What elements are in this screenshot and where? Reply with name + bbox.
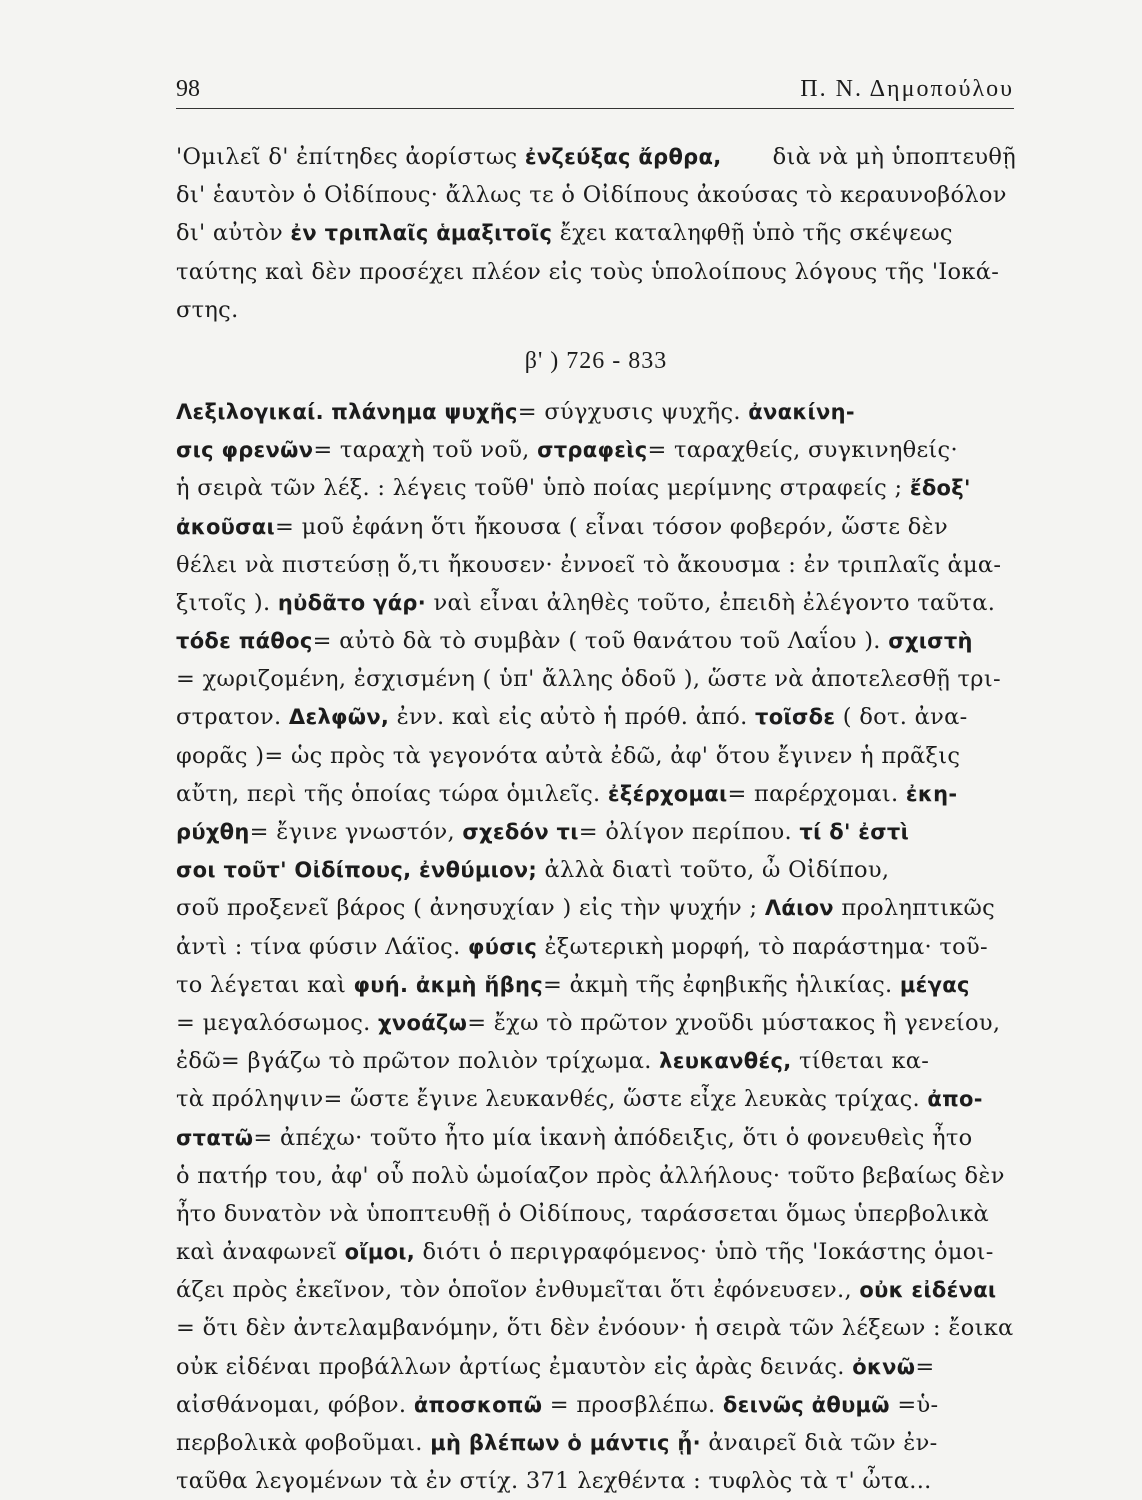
text-line: αὔτη, περὶ τῆς ὁποίας τώρα ὁμιλεῖς. ἐξέρχομαι= παρέρχομαι. ἐκη- xyxy=(176,780,958,807)
text-line: ἀκοῦσαι= μοῦ ἐφάνη ὅτι ἤκουσα ( εἶναι τόσον φοβερόν, ὥστε δὲν xyxy=(176,513,948,540)
text-line: = μεγαλόσωμος. χνοάζω= ἔχω τὸ πρῶτον χνοῦδι μύστακος ἢ γενείου, xyxy=(176,1009,1001,1036)
text-line: οὐκ εἰδέναι προβάλλων ἀρτίως ἐμαυτὸν εἰς ἀρὰς δεινάς. ὀκνῶ= xyxy=(176,1353,935,1380)
text-line: ταύτης καὶ δὲν προσέχει πλέον εἰς τοὺς ὑπολοίπους λόγους τῆς 'Ιοκά- xyxy=(176,258,1000,285)
text-line: ρύχθη= ἔγινε γνωστόν, σχεδόν τι= ὀλίγον περίπου. τί δ' ἐστὶ xyxy=(176,819,910,845)
text-line: τὰ πρόληψιν= ὥστε ἔγινε λευκανθές, ὥστε εἶχε λευκὰς τρίχας. ἀπο- xyxy=(176,1086,983,1113)
page-header xyxy=(176,72,1014,109)
page-number: 98 xyxy=(176,76,200,102)
text-line: φορᾶς )= ὡς πρὸς τὰ γεγονότα αὐτὰ ἐδῶ, ἀφ' ὅτου ἔγινεν ἡ πρᾶξις xyxy=(176,742,961,769)
text-line: ὁ πατήρ του, ἀφ' οὗ πολὺ ὡμοίαζον πρὸς ἀλλήλους· τοῦτο βεβαίως δὲν xyxy=(176,1162,1005,1189)
text-line: σοι τοῦτ' Οἰδίπους, ἐνθύμιον; ἀλλὰ διατὶ τοῦτο, ὦ Οἰδίπου, xyxy=(176,857,890,884)
text-line: σοῦ προξενεῖ βάρος ( ἀνησυχίαν ) εἰς τὴν ψυχήν ; Λάιον προληπτικῶς xyxy=(176,895,996,922)
text-line: άζει πρὸς ἐκεῖνον, τὸν ὁποῖον ἐνθυμεῖται ὅτι ἐφόνευσεν., οὐκ εἰδέναι xyxy=(176,1277,997,1304)
text-line: δι' ἑαυτὸν ὁ Οἰδίπους· ἄλλως τε ὁ Οἰδίπους ἀκούσας τὸ κεραυνοβόλον xyxy=(176,182,1007,209)
text-line: καὶ ἀναφωνεῖ οἴμοι, διότι ὁ περιγραφόμενος· ὑπὸ τῆς 'Ιοκάστης ὁμοι- xyxy=(176,1239,994,1266)
text-line: περβολικὰ φοβοῦμαι. μὴ βλέπων ὁ μάντις ᾖ· ἀναιρεῖ διὰ τῶν ἐν- xyxy=(176,1430,938,1456)
text-line: ταῦθα λεγομένων τὰ ἐν στίχ. 371 λεχθέντα : τυφλὸς τὰ τ' ὦτα... xyxy=(176,1468,932,1495)
text-line: στατῶ= ἀπέχω· τοῦτο ἦτο μία ἱκανὴ ἀπόδειξις, ὅτι ὁ φονευθεὶς ἦτο xyxy=(176,1124,973,1151)
text-line: = χωριζομένη, ἐσχισμένη ( ὑπ' ἄλλης ὁδοῦ ), ὥστε νὰ ἀποτελεσθῇ τρι- xyxy=(176,666,1001,693)
section-title: β' ) 726 - 833 xyxy=(524,347,668,374)
text-line: Λεξιλογικαί. πλάνημα ψυχῆς= σύγχυσις ψυχῆς. ἀνακίνη- xyxy=(176,398,855,425)
text-line: ξιτοῖς ). ηὐδᾶτο γάρ· ναὶ εἶναι ἀληθὲς τοῦτο, ἐπειδὴ ἐλέγοντο ταῦτα. xyxy=(176,589,996,616)
running-head: Π. Ν. Δημοπούλου xyxy=(800,76,1014,102)
text-line: αἰσθάνομαι, φόβον. ἀποσκοπῶ = προσβλέπω. δεινῶς ἀθυμῶ =ὑ- xyxy=(176,1391,939,1418)
text-line: στης. xyxy=(176,296,239,323)
text-line: σις φρενῶν= ταραχὴ τοῦ νοῦ, στραφεὶς= ταραχθείς, συγκινηθείς· xyxy=(176,437,958,464)
text-line: ἀντὶ : τίνα φύσιν Λάϊος. φύσις ἐξωτερικὴ μορφή, τὸ παράστημα· τοῦ- xyxy=(176,933,988,960)
text-line: τόδε πάθος= αὐτὸ δὰ τὸ συμβὰν ( τοῦ θανάτου τοῦ Λαΐου ). σχιστὴ xyxy=(176,628,973,655)
text-line: = ὅτι δὲν ἀντελαμβανόμην, ὅτι δὲν ἐνόουν· ἡ σειρὰ τῶν λέξεων : ἔοικα xyxy=(176,1315,1014,1342)
text-line: ἦτο δυνατὸν νὰ ὑποπτευθῇ ὁ Οἰδίπους, ταράσσεται ὅμως ὑπερβολικὰ xyxy=(176,1200,990,1227)
text-line: δι' αὐτὸν ἐν τριπλαῖς ἁμαξιτοῖς ἔχει καταληφθῇ ὑπὸ τῆς σκέψεως xyxy=(176,220,953,247)
text-line: ἐδῶ= βγάζω τὸ πρῶτον πολιὸν τρίχωμα. λευκανθές, τίθεται κα- xyxy=(176,1048,930,1075)
text-line: στρατον. Δελφῶν, ἐνν. καὶ εἰς αὐτὸ ἡ πρόθ. ἀπό. τοῖσδε ( δοτ. ἀνα- xyxy=(176,704,968,731)
text-line: θέλει νὰ πιστεύσῃ ὅ,τι ἤκουσεν· ἐννοεῖ τὸ ἄκουσμα : ἐν τριπλαῖς ἁμα- xyxy=(176,551,1002,578)
text-line: ἡ σειρὰ τῶν λέξ. : λέγεις τοῦθ' ὑπὸ ποίας μερίμνης στραφείς ; ἔδοξ' xyxy=(176,475,971,502)
page-body xyxy=(176,138,1016,1500)
text-line: 'Ομιλεῖ δ' ἐπίτηδες ἀορίστως ἐνζεύξας ἄρθρα, διὰ νὰ μὴ ὑποπτευθῇ xyxy=(176,144,1016,170)
text-line: το λέγεται καὶ φυή. ἀκμὴ ἥβης= ἀκμὴ τῆς ἐφηβικῆς ἡλικίας. μέγας xyxy=(176,971,970,998)
